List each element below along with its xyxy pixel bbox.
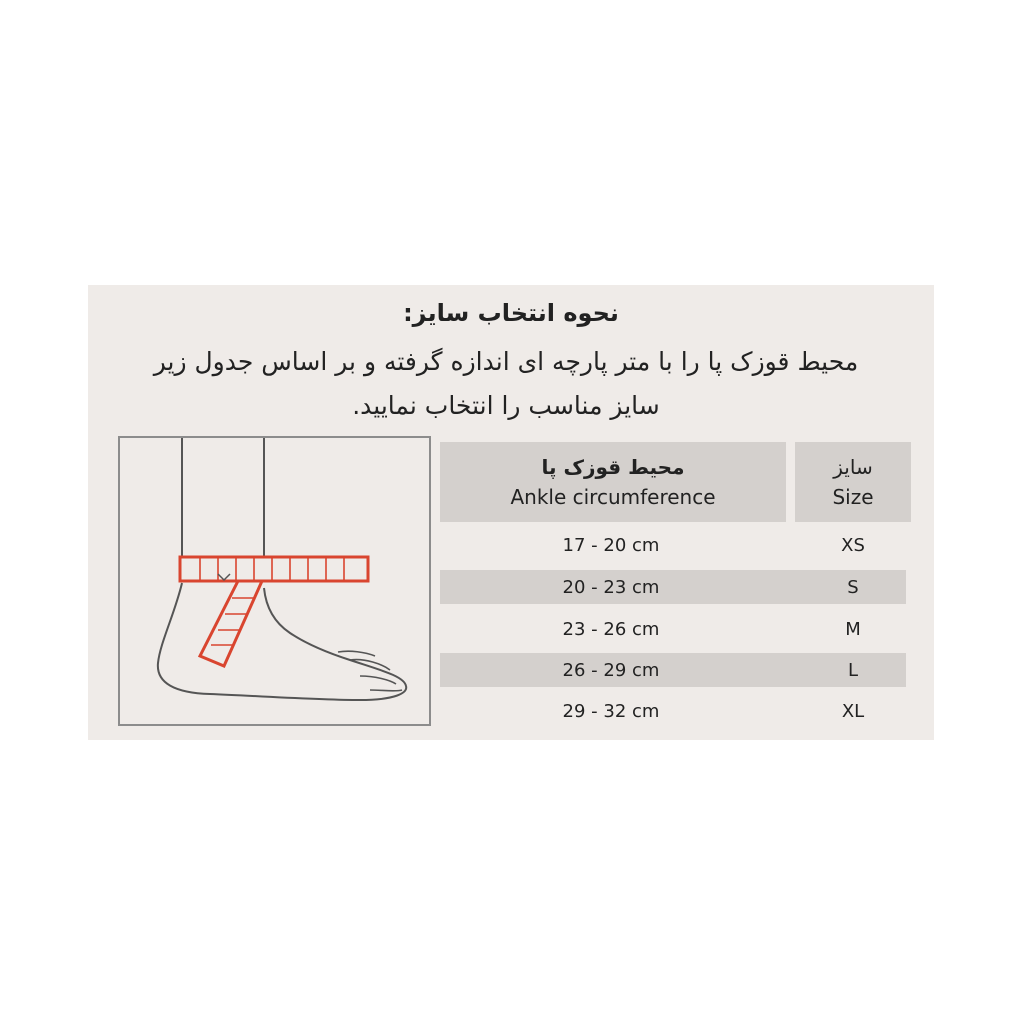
- size-cell: XL: [841, 700, 865, 722]
- size-guide-card: [88, 285, 934, 740]
- foot-icon: [120, 438, 429, 724]
- header-circumference-fa: محیط قوزک پا: [541, 455, 685, 479]
- instructions-line-1: محیط قوزک پا را با متر پارچه ای اندازه گرفته و بر اساس جدول زیر: [153, 347, 859, 376]
- range-cell: 23 - 26 cm: [562, 618, 660, 640]
- table-row: [440, 653, 911, 687]
- instructions-line-2: سایز مناسب را انتخاب نمایید.: [352, 391, 660, 420]
- table-row: [440, 570, 911, 604]
- size-cell: XS: [841, 534, 865, 556]
- table-row: [440, 694, 911, 728]
- instructions: [108, 340, 904, 428]
- header-circumference-en: Ankle circumference: [510, 485, 716, 509]
- ankle-measure-illustration: [118, 436, 431, 726]
- table-row: [440, 612, 911, 646]
- size-cell: M: [845, 618, 861, 640]
- size-cell: S: [847, 576, 859, 598]
- range-cell: 17 - 20 cm: [562, 534, 660, 556]
- size-cell: L: [847, 659, 859, 681]
- range-cell: 29 - 32 cm: [562, 700, 660, 722]
- header-size-en: Size: [832, 485, 874, 509]
- table-row: [440, 528, 911, 562]
- range-cell: 26 - 29 cm: [562, 659, 660, 681]
- header-circumference: [440, 442, 786, 522]
- header-size-fa: سایز: [833, 455, 873, 479]
- header-size: [795, 442, 911, 522]
- range-cell: 20 - 23 cm: [562, 576, 660, 598]
- page-title: نحوه انتخاب سایز:: [403, 299, 619, 327]
